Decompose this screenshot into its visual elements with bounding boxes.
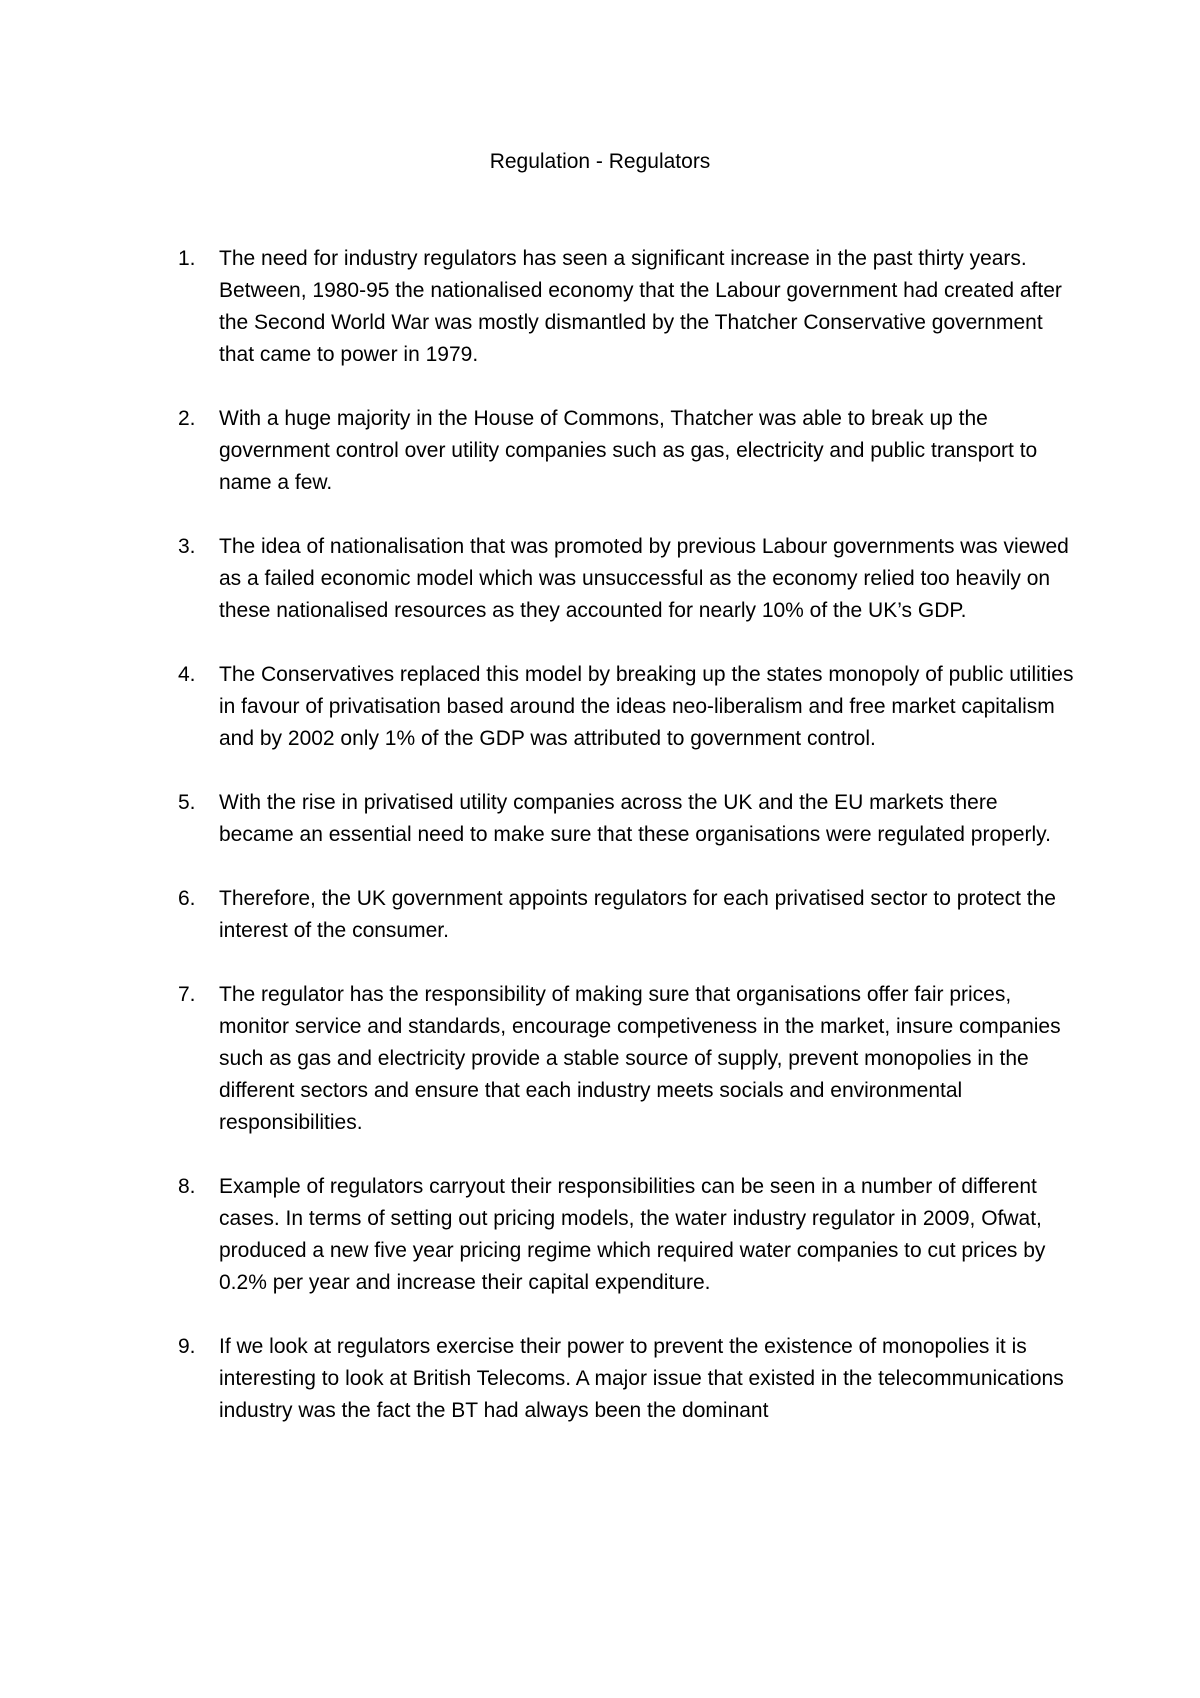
list-item [178,883,1078,947]
item-number: 8. [178,1175,196,1198]
numbered-list [178,243,1078,1459]
list-item [178,659,1078,755]
item-text: The idea of nationalisation that was promoted by previous Labour governments was viewed as a failed economic model which was unsuccessful as the economy relied too heavily on these nationalised resources as they accounted for nearly 10% of the UK’s GDP. [219,535,1069,622]
item-text: The regulator has the responsibility of making sure that organisations offer fair prices, monitor service and standards, encourage competiveness in the market, insure companies such as gas and electricity provide a stable source of supply, prevent monopolies in the different sectors and ensure that each industry meets socials and environmental responsibilities. [219,983,1061,1134]
item-text: With a huge majority in the House of Commons, Thatcher was able to break up the government control over utility companies such as gas, electricity and public transport to name a few. [219,407,1038,494]
item-number: 7. [178,983,196,1006]
list-item [178,787,1078,851]
list-item [178,243,1078,371]
list-item [178,1171,1078,1299]
item-text: The need for industry regulators has seen a significant increase in the past thirty years. Between, 1980-95 the nationalised economy that the Labour government had created after the Second World War was mostly dismantled by the Thatcher Conservative government that came to power in 1979. [219,247,1062,366]
item-text: If we look at regulators exercise their power to prevent the existence of monopolies it is interesting to look at British Telecoms. A major issue that existed in the telecommunications industry was the fact the BT had always been the dominant [219,1335,1064,1422]
item-number: 5. [178,791,196,814]
item-text: With the rise in privatised utility companies across the UK and the EU markets there became an essential need to make sure that these organisations were regulated properly. [219,791,1051,846]
page-title: Regulation - Regulators [489,150,711,173]
list-item [178,1331,1078,1427]
item-number: 6. [178,887,196,910]
list-item [178,403,1078,499]
item-number: 3. [178,535,196,558]
item-number: 2. [178,407,196,430]
item-number: 9. [178,1335,196,1358]
item-text: Example of regulators carryout their responsibilities can be seen in a number of different cases. In terms of setting out pricing models, the water industry regulator in 2009, Ofwat, produced a new five year pricing regime which required water companies to cut prices by 0.2% per year and increase their capital expenditure. [219,1175,1046,1294]
list-item [178,531,1078,627]
list-item [178,979,1078,1139]
item-number: 4. [178,663,196,686]
item-number: 1. [178,247,196,270]
item-text: The Conservatives replaced this model by breaking up the states monopoly of public utilities in favour of privatisation based around the ideas neo-liberalism and free market capitalism and by 2002 only 1% of the GDP was attributed to government control. [219,663,1074,750]
item-text: Therefore, the UK government appoints regulators for each privatised sector to protect the interest of the consumer. [219,887,1056,942]
